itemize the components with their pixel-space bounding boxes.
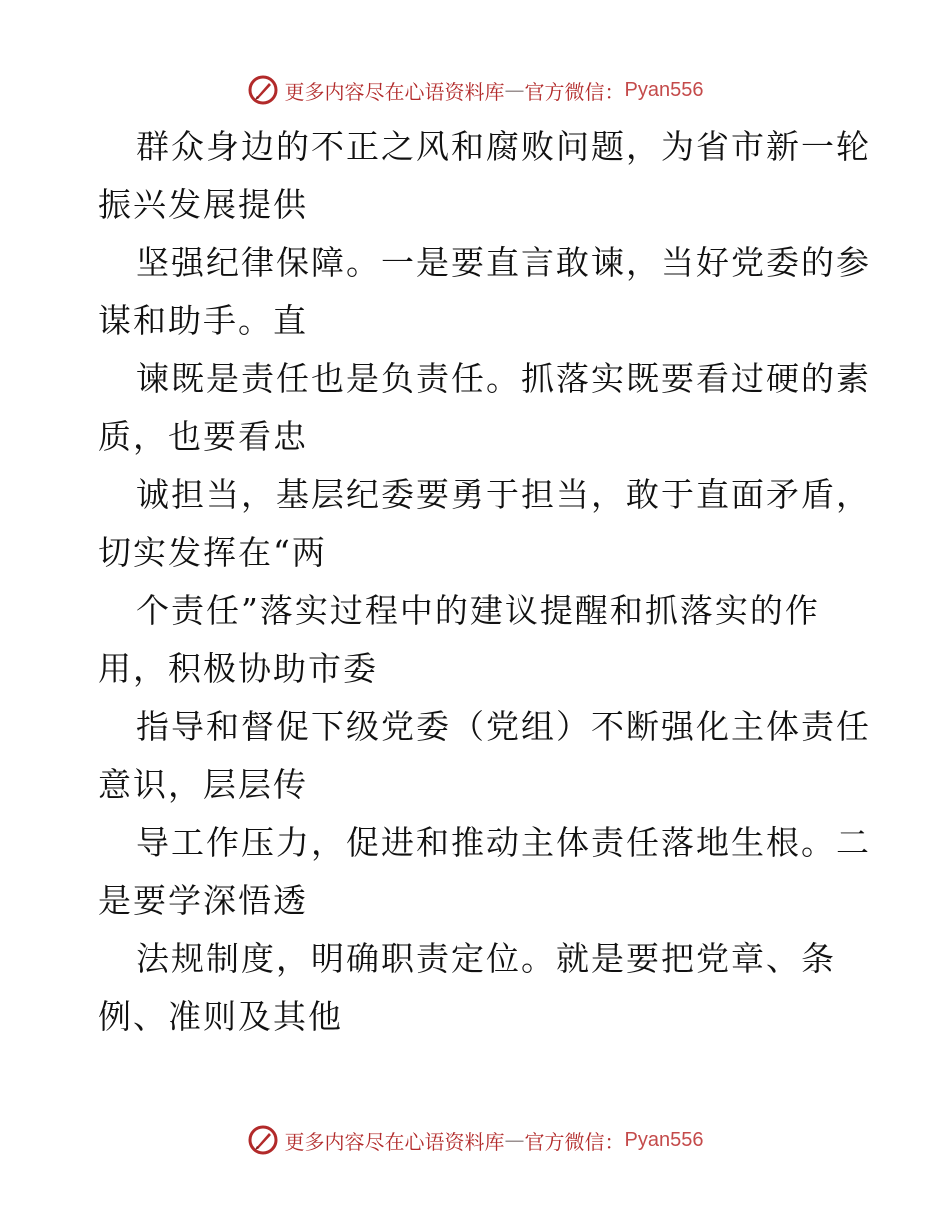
- watermark-account: Pyan556: [624, 78, 704, 101]
- watermark-text: 更多内容尽在心语资料库: [284, 1129, 505, 1154]
- body-line: 是要学深悟透: [98, 881, 308, 920]
- body-line: 法规制度，明确职责定位。就是要把党章、条: [136, 939, 836, 978]
- watermark-suffix: 官方微信：: [524, 79, 625, 104]
- body-line: 振兴发展提供: [98, 185, 308, 224]
- body-line: 诚担当，基层纪委要勇于担当，敢于直面矛盾，: [136, 475, 871, 514]
- header-watermark: [0, 70, 950, 110]
- document-body: [98, 118, 878, 1046]
- body-line: 质，也要看忠: [98, 417, 308, 456]
- body-line: 指导和督促下级党委（党组）不断强化主体责任: [136, 707, 871, 746]
- body-line: 个责任”落实过程中的建议提醒和抓落实的作: [136, 591, 820, 630]
- body-line: 例、准则及其他: [98, 997, 343, 1036]
- watermark-suffix: 官方微信：: [524, 1129, 625, 1154]
- quill-logo-icon: [247, 74, 279, 106]
- body-line: 导工作压力，促进和推动主体责任落地生根。二: [136, 823, 871, 862]
- body-line: 谏既是责任也是负责任。抓落实既要看过硬的素: [136, 359, 871, 398]
- body-line: 坚强纪律保障。一是要直言敢谏，当好党委的参: [136, 243, 871, 282]
- body-line: 群众身边的不正之风和腐败问题，为省市新一轮: [136, 127, 871, 166]
- watermark-text: 更多内容尽在心语资料库: [284, 79, 505, 104]
- footer-watermark: [0, 1120, 950, 1160]
- quill-logo-icon: [247, 1124, 279, 1156]
- body-line: 谋和助手。直: [98, 301, 308, 340]
- watermark-account: Pyan556: [624, 1128, 704, 1151]
- body-line: 用，积极协助市委: [98, 649, 378, 688]
- watermark-separator: —: [504, 78, 525, 102]
- body-line: 意识，层层传: [98, 765, 308, 804]
- watermark-separator: —: [504, 1128, 525, 1152]
- body-line: 切实发挥在“两: [98, 533, 327, 572]
